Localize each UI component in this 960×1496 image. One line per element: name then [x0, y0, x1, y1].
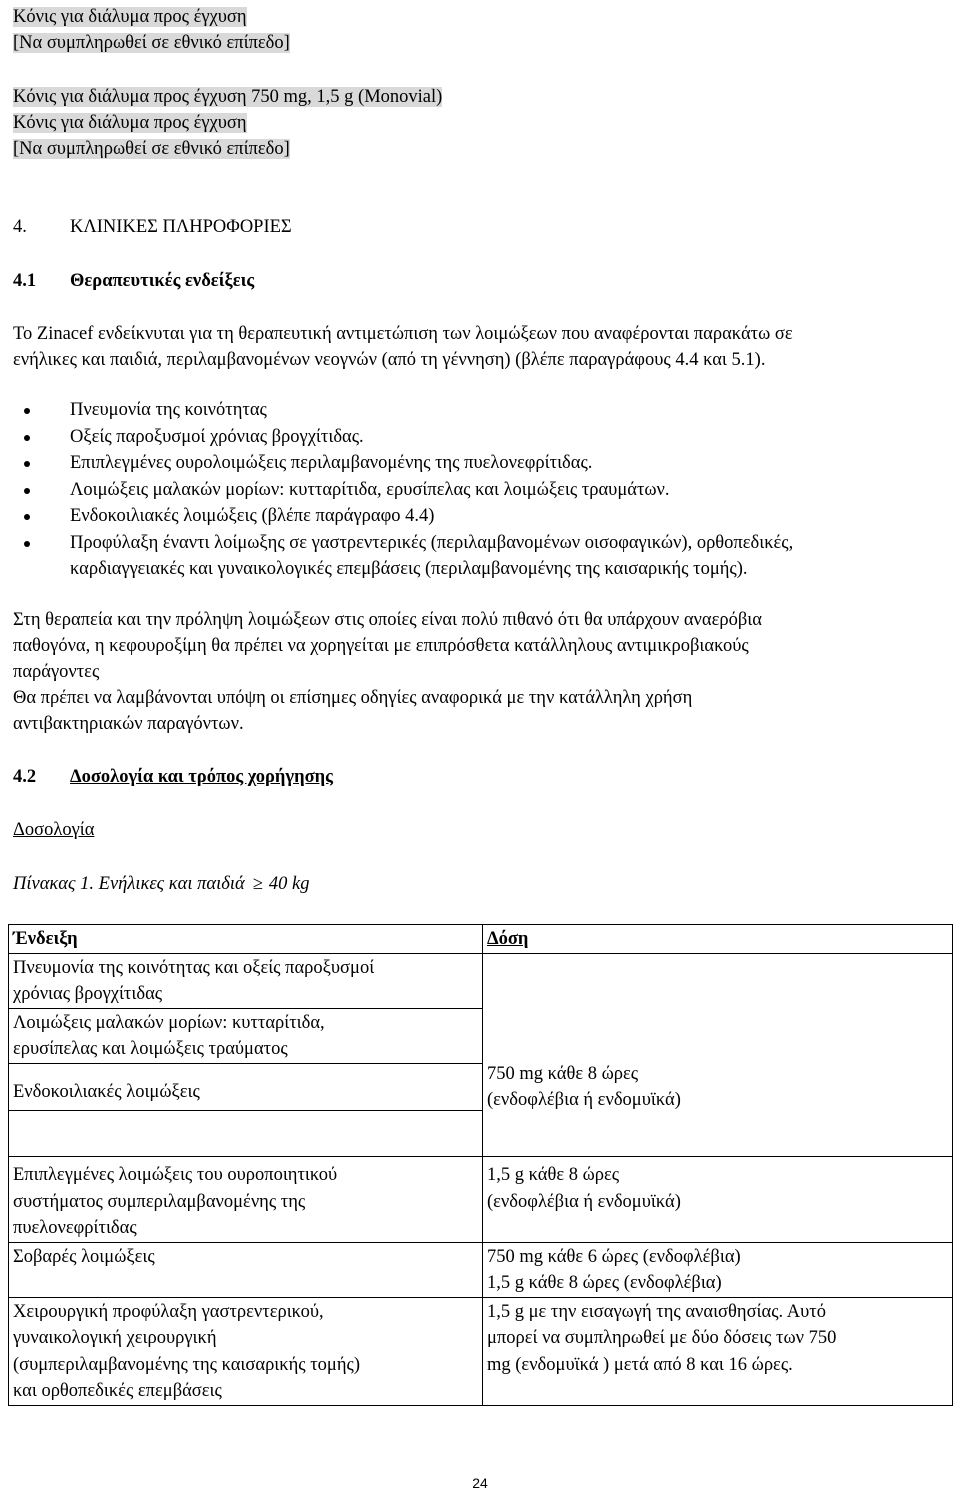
section-4-number: 4.: [13, 217, 27, 237]
header-line-1: Κόνις για διάλυμα προς έγχυση: [13, 7, 247, 27]
header-line-2: [Να συμπληρωθεί σε εθνικό επίπεδο]: [13, 33, 290, 53]
table-row: [9, 1242, 953, 1297]
header-indication: Ένδειξη: [9, 925, 483, 954]
header-line-3: Κόνις για διάλυμα προς έγχυση 750 mg, 1,5 g (Monovial): [13, 87, 443, 107]
section-41-number: 4.1: [13, 271, 37, 291]
list-item: Λοιμώξεις μαλακών μορίων: κυτταρίτιδα, ερυσίπελας και λοιμώξεις τραυμάτων.: [13, 477, 953, 504]
list-item: Οξείς παροξυσμοί χρόνιας βρογχίτιδας.: [13, 424, 953, 451]
para-line-2: παθογόνα, η κεφουροξίμη θα πρέπει να χορηγείται με επιπρόσθετα κατάλληλους αντιμικροβιακούς: [13, 636, 749, 656]
table-header-row: [9, 925, 953, 954]
section-42-title: Δοσολογία και τρόπος χορήγησης: [70, 767, 333, 787]
list-item: Ενδοκοιλιακές λοιμώξεις (βλέπε παράγραφο 4.4): [13, 503, 953, 530]
indications-list: [13, 397, 953, 583]
section-41-title: Θεραπευτικές ενδείξεις: [70, 271, 255, 291]
para-line-4: Θα πρέπει να λαμβάνονται υπόψη οι επίσημες οδηγίες αναφορικά με την κατάλληλη χρήση: [13, 688, 693, 708]
table-row: [9, 1157, 953, 1243]
table-row: [9, 1297, 953, 1405]
list-item: Πνευμονία της κοινότητας: [13, 397, 953, 424]
indication-cell: Πνευμονία της κοινότητας και οξείς παροξυσμοί χρόνιας βρογχίτιδας: [9, 953, 483, 1008]
indication-cell: Χειρουργική προφύλαξη γαστρεντερικού, γυναικολογική χειρουργική (συμπεριλαμβανομένης της καισαρικής τομής) και ορθοπεδικές επεμβάσεις: [9, 1297, 483, 1405]
section-4-heading: [13, 214, 292, 240]
indication-cell: Λοιμώξεις μαλακών μορίων: κυτταρίτιδα, ερυσίπελας και λοιμώξεις τραύματος: [9, 1008, 483, 1063]
intro-line-1: Το Zinacef ενδείκνυται για τη θεραπευτική αντιμετώπιση των λοιμώξεων που αναφέρονται παρακάτω σε: [13, 324, 793, 344]
bullet-icon: [24, 541, 30, 547]
section-41-heading: [13, 268, 255, 294]
list-item: Προφύλαξη έναντι λοίμωξης σε γαστρεντερικές (περιλαμβανομένων οισοφαγικών), ορθοπεδικές, καρδιαγγειακές και γυναικολογικές επεμβάσεις (περιλαμβανομένης της καισαρικής τομής).: [13, 530, 953, 583]
dose-cell: 750 mg κάθε 8 ώρες (ενδοφλέβια ή ενδομυϊκά): [483, 953, 953, 1157]
bullet-icon: [24, 435, 30, 441]
para-line-1: Στη θεραπεία και την πρόληψη λοιμώξεων στις οποίες είναι πολύ πιθανό ότι θα υπάρχουν αναερόβια: [13, 610, 762, 630]
section-42-number: 4.2: [13, 767, 37, 787]
dosage-subheading: Δοσολογία: [13, 820, 95, 840]
header-dose: Δόση: [483, 925, 953, 954]
geq-symbol: ≥: [252, 874, 263, 894]
bullet-icon: [24, 408, 30, 414]
bullet-icon: [24, 461, 30, 467]
header-line-4: Κόνις για διάλυμα προς έγχυση: [13, 113, 247, 133]
list-item: Επιπλεγμένες ουρολοιμώξεις περιλαμβανομένης της πυελονεφρίτιδας.: [13, 450, 953, 477]
para-line-3: παράγοντες: [13, 662, 100, 682]
dose-cell: 1,5 g κάθε 8 ώρες (ενδοφλέβια ή ενδομυϊκά): [483, 1157, 953, 1243]
dose-cell: 750 mg κάθε 6 ώρες (ενδοφλέβια) 1,5 g κάθε 8 ώρες (ενδοφλέβια): [483, 1242, 953, 1297]
section-4-title: ΚΛΙΝΙΚΕΣ ΠΛΗΡΟΦΟΡΙΕΣ: [70, 217, 292, 237]
section-42-heading: [13, 764, 333, 790]
page-number: 24: [472, 1475, 488, 1491]
bullet-icon: [24, 514, 30, 520]
table-caption: Πίνακας 1. Ενήλικες και παιδιά ≥ 40 kg: [13, 871, 309, 897]
intro-line-2: ενήλικες και παιδιά, περιλαμβανομένων νεογνών (από τη γέννηση) (βλέπε παραγράφους 4.4 και 5.1).: [13, 350, 766, 370]
para-line-5: αντιβακτηριακών παραγόντων.: [13, 714, 244, 734]
table-row: [9, 953, 953, 1008]
dose-cell: 1,5 g με την εισαγωγή της αναισθησίας. Αυτό μπορεί να συμπληρωθεί με δύο δόσεις των 750 mg (ενδομυϊκά ) μετά από 8 και 16 ώρες.: [483, 1297, 953, 1405]
empty-cell: [9, 1111, 483, 1157]
header-line-5: [Να συμπληρωθεί σε εθνικό επίπεδο]: [13, 139, 290, 159]
indication-cell: Σοβαρές λοιμώξεις: [9, 1242, 483, 1297]
indication-cell: Επιπλεγμένες λοιμώξεις του ουροποιητικού συστήματος συμπεριλαμβανομένης της πυελονεφρίτιδας: [9, 1157, 483, 1243]
dosage-table: [8, 924, 953, 1406]
bullet-icon: [24, 488, 30, 494]
indication-cell: Ενδοκοιλιακές λοιμώξεις: [9, 1063, 483, 1111]
